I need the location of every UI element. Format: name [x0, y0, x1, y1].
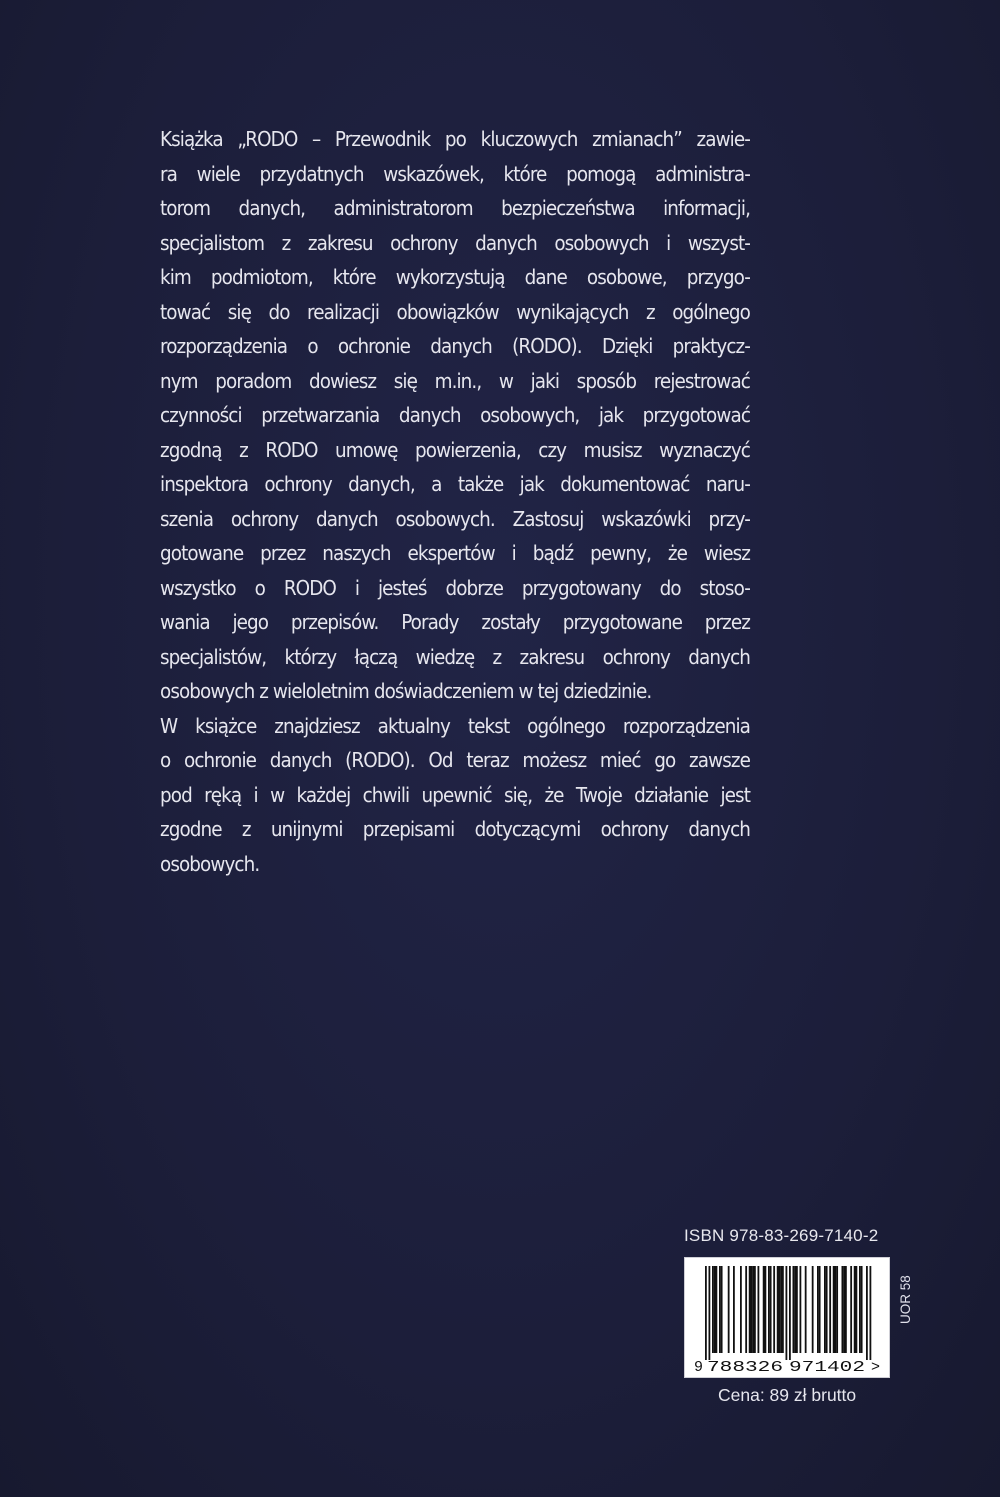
blurb-line: wania jego przepisów. Porady zostały przygotowane przez — [160, 610, 750, 634]
barcode-bar — [773, 1266, 775, 1353]
barcode-bar — [793, 1266, 795, 1353]
barcode-bar — [805, 1266, 807, 1353]
barcode-digits-left: 788326 — [707, 1359, 783, 1376]
barcode-bar — [780, 1266, 782, 1353]
barcode-bar — [794, 1266, 796, 1353]
barcode-bar — [740, 1266, 742, 1353]
blurb-line: ra wiele przydatnych wskazówek, które pomogą administra- — [160, 161, 750, 186]
barcode-bar — [824, 1266, 826, 1353]
blurb-line: wszystko o RODO i jesteś dobrze przygotowany do stoso- — [160, 575, 750, 600]
blurb-text — [160, 122, 750, 881]
blurb-line: szenia ochrony danych osobowych. Zastosuj wskazówki przy- — [160, 506, 750, 531]
blurb-line: o ochronie danych (RODO). Od teraz możesz mieć go zawsze — [160, 748, 750, 772]
barcode-bar — [712, 1266, 714, 1353]
barcode-bar — [845, 1266, 847, 1353]
blurb-line: rozporządzenia o ochronie danych (RODO). Dzięki praktycz- — [160, 334, 750, 358]
barcode-bar — [800, 1266, 802, 1353]
barcode-bar — [870, 1266, 872, 1360]
blurb-line: torom danych, administratorom bezpieczeństwa informacji, — [160, 196, 750, 220]
uor-code: UOR 58 — [898, 1275, 913, 1324]
barcode-bar — [768, 1266, 770, 1353]
barcode-bar — [854, 1266, 856, 1353]
barcode-bar — [770, 1266, 772, 1353]
barcode-bar — [765, 1266, 767, 1353]
barcode-bar — [779, 1266, 781, 1353]
barcode-bar — [817, 1266, 819, 1353]
price-label: Cena: 89 zł brutto — [718, 1385, 857, 1405]
barcode-bar — [716, 1266, 718, 1353]
blurb-line: specjalistom z zakresu ochrony danych osobowych i wszyst- — [160, 230, 750, 255]
barcode-bar — [728, 1266, 730, 1353]
barcode-bar — [789, 1266, 791, 1360]
blurb-line: inspektora ochrony danych, a także jak dokumentować naru- — [160, 472, 750, 496]
barcode-graphic — [685, 1258, 891, 1379]
barcode-bar — [752, 1266, 754, 1353]
barcode-bar — [733, 1266, 735, 1353]
barcode-digits-right: 971402 — [789, 1359, 865, 1376]
barcode-bar — [812, 1266, 814, 1353]
blurb-line: zgodne z unijnymi przepisami dotyczącymi ochrony danych — [160, 817, 750, 841]
barcode-bar — [786, 1266, 788, 1360]
barcode-bar — [796, 1266, 798, 1353]
barcode-bar — [751, 1266, 753, 1353]
barcode-bar — [721, 1266, 723, 1353]
barcode — [684, 1257, 890, 1378]
barcode-bar — [754, 1266, 756, 1353]
barcode-bar — [856, 1266, 858, 1353]
blurb-line: osobowych z wieloletnim doświadczeniem w tej dziedzinie. — [160, 679, 652, 703]
blurb-line: W książce znajdziesz aktualny tekst ogólnego rozporządzenia — [160, 713, 750, 738]
isbn-label: ISBN 978-83-269-7140-2 — [684, 1226, 879, 1245]
blurb-line: czynności przetwarzania danych osobowych, jak przygotować — [160, 403, 750, 427]
barcode-bar — [705, 1266, 707, 1360]
barcode-bar — [714, 1266, 716, 1353]
barcode-bar — [719, 1266, 721, 1353]
barcode-bar — [859, 1266, 861, 1353]
barcode-bar — [842, 1266, 844, 1353]
barcode-bar — [758, 1266, 760, 1353]
barcode-bar — [836, 1266, 838, 1353]
blurb-line: nym poradom dowiesz się m.in., w jaki sposób rejestrować — [160, 368, 750, 393]
barcode-digit-first: 9 — [694, 1359, 704, 1376]
blurb-line: zgodną z RODO umowę powierzenia, czy musisz wyznaczyć — [160, 437, 750, 462]
blurb-line: kim podmiotom, które wykorzystują dane osobowe, przygo- — [160, 265, 750, 289]
blurb-line: osobowych. — [160, 851, 260, 876]
barcode-bar — [843, 1266, 845, 1353]
blurb-line: pod ręką i w każdej chwili upewnić się, że Twoje działanie jest — [160, 782, 750, 807]
blurb-line: tować się do realizacji obowiązków wynikających z ogólnego — [160, 299, 750, 324]
barcode-bar — [835, 1266, 837, 1353]
barcode-bar — [709, 1266, 711, 1360]
barcode-bar — [749, 1266, 751, 1353]
barcode-bar — [777, 1266, 779, 1353]
blurb-line: specjalistów, którzy łączą wiedzę z zakresu ochrony danych — [160, 644, 750, 669]
barcode-quiet-mark: > — [871, 1359, 881, 1376]
barcode-bar — [819, 1266, 821, 1353]
barcode-bar — [866, 1266, 868, 1360]
barcode-bar — [850, 1266, 852, 1353]
blurb-line: Książka „RODO – Przewodnik po kluczowych zmianach” zawie- — [160, 127, 750, 151]
barcode-bar — [763, 1266, 765, 1353]
blurb-line: gotowane przez naszych ekspertów i bądź pewny, że wiesz — [160, 541, 750, 565]
barcode-bar — [829, 1266, 831, 1353]
barcode-bar — [833, 1266, 835, 1353]
barcode-bar — [861, 1266, 863, 1353]
barcode-bar — [782, 1266, 784, 1353]
barcode-bar — [826, 1266, 828, 1353]
barcode-bar — [745, 1266, 747, 1353]
